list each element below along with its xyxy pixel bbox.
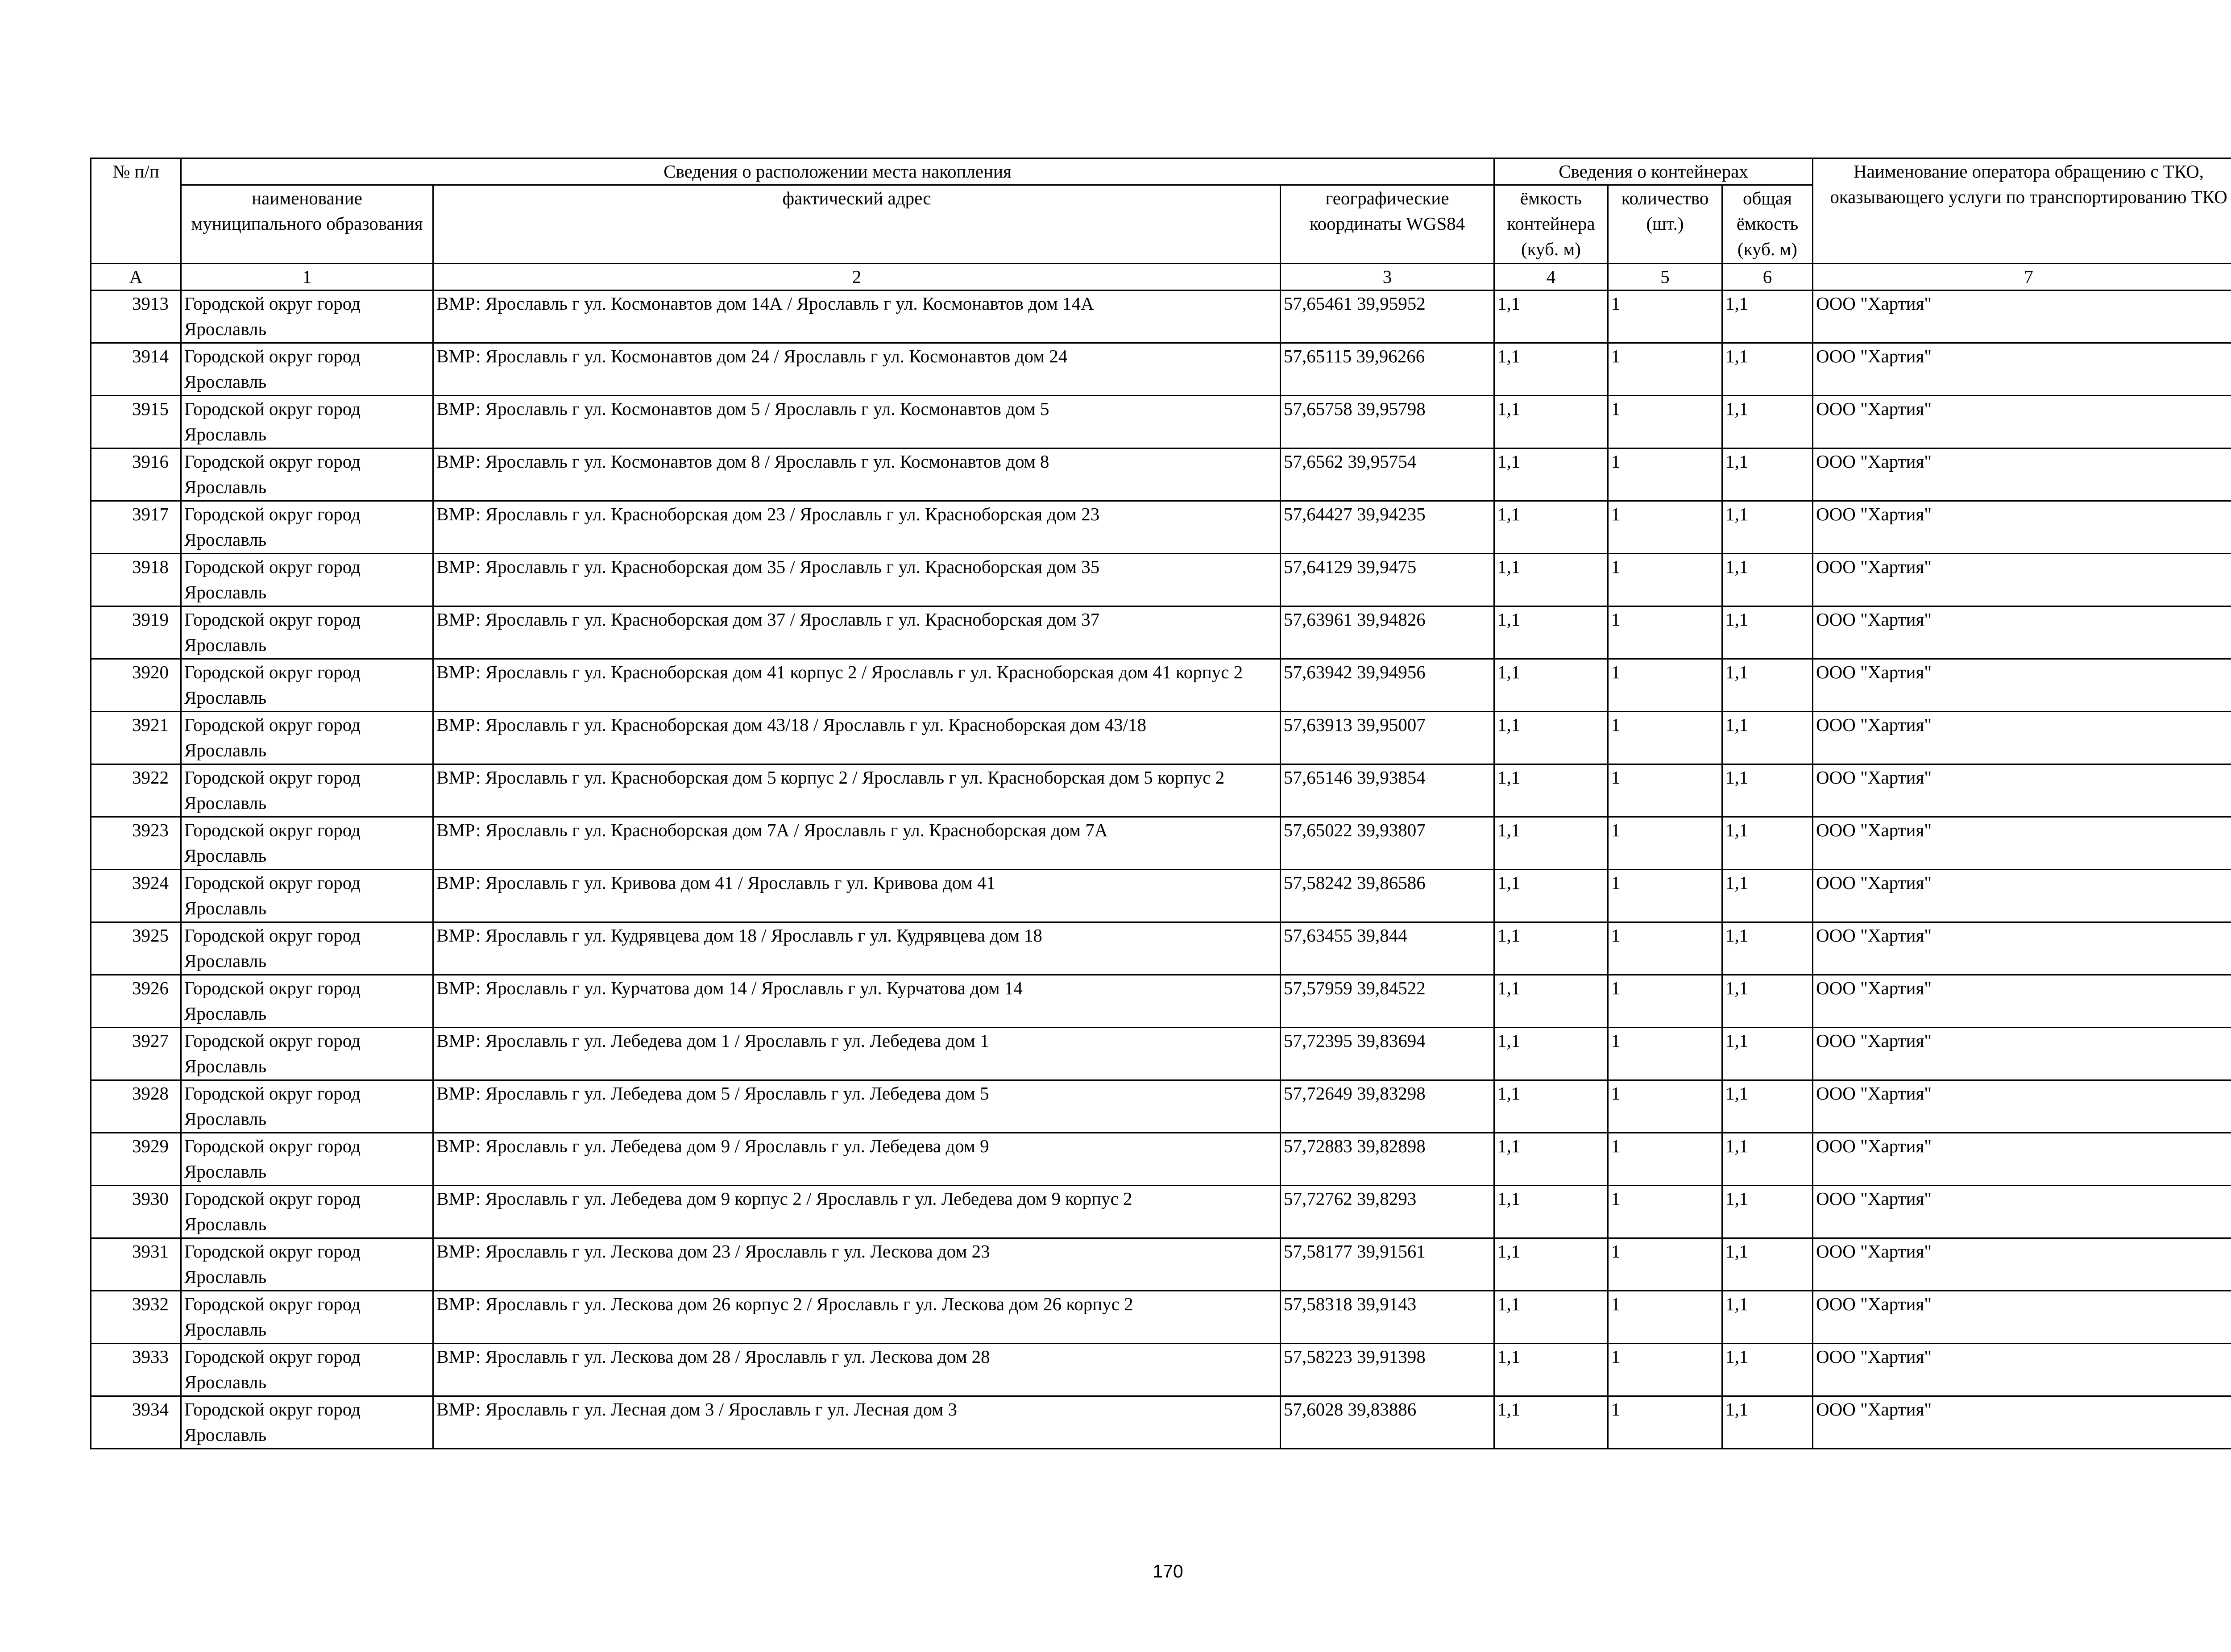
cell-coords: 57,65146 39,93854: [1281, 764, 1494, 817]
table-row: [91, 554, 2231, 606]
cell-quantity: 1: [1608, 1238, 1722, 1291]
cell-municipality: Городской округ город Ярославль: [181, 1080, 433, 1133]
cell-coords: 57,65758 39,95798: [1281, 396, 1494, 448]
cell-total: 1,1: [1722, 1396, 1813, 1449]
column-index-row: [91, 264, 2231, 291]
table-row: [91, 1028, 2231, 1080]
cell-coords: 57,58223 39,91398: [1281, 1344, 1494, 1396]
cell-total: 1,1: [1722, 501, 1813, 554]
page-number: 170: [1153, 1561, 1183, 1581]
header-capacity: ёмкость контейнера (куб. м): [1494, 185, 1608, 264]
cell-operator: ООО "Хартия": [1813, 343, 2231, 396]
cell-address: ВМР: Ярославль г ул. Кудрявцева дом 18 / Ярославль г ул. Кудрявцева дом 18: [433, 922, 1281, 975]
table-row: [91, 817, 2231, 870]
cell-address: ВМР: Ярославль г ул. Красноборская дом 37 / Ярославль г ул. Красноборская дом 37: [433, 606, 1281, 659]
table-row: [91, 448, 2231, 501]
cell-total: 1,1: [1722, 1238, 1813, 1291]
cell-capacity: 1,1: [1494, 396, 1608, 448]
cell-num: 3923: [91, 817, 181, 870]
cell-operator: ООО "Хартия": [1813, 659, 2231, 712]
cell-num: 3917: [91, 501, 181, 554]
cell-address: ВМР: Ярославль г ул. Красноборская дом 41 корпус 2 / Ярославль г ул. Красноборская дом 41 корпус 2: [433, 659, 1281, 712]
cell-municipality: Городской округ город Ярославль: [181, 343, 433, 396]
table-row: [91, 922, 2231, 975]
cell-municipality: Городской округ город Ярославль: [181, 448, 433, 501]
table-row: [91, 396, 2231, 448]
cell-quantity: 1: [1608, 1396, 1722, 1449]
table-row: [91, 659, 2231, 712]
cell-capacity: 1,1: [1494, 291, 1608, 343]
cell-total: 1,1: [1722, 817, 1813, 870]
cell-operator: ООО "Хартия": [1813, 1396, 2231, 1449]
cell-num: 3927: [91, 1028, 181, 1080]
cell-operator: ООО "Хартия": [1813, 712, 2231, 764]
cell-municipality: Городской округ город Ярославль: [181, 501, 433, 554]
cell-municipality: Городской округ город Ярославль: [181, 922, 433, 975]
table-row: [91, 1291, 2231, 1344]
cell-quantity: 1: [1608, 554, 1722, 606]
table-row: [91, 501, 2231, 554]
cell-quantity: 1: [1608, 1080, 1722, 1133]
cell-quantity: 1: [1608, 1028, 1722, 1080]
cell-capacity: 1,1: [1494, 870, 1608, 922]
cell-num: 3930: [91, 1186, 181, 1238]
cell-total: 1,1: [1722, 396, 1813, 448]
cell-num: 3921: [91, 712, 181, 764]
cell-address: ВМР: Ярославль г ул. Космонавтов дом 8 / Ярославль г ул. Космонавтов дом 8: [433, 448, 1281, 501]
cell-quantity: 1: [1608, 712, 1722, 764]
cell-quantity: 1: [1608, 343, 1722, 396]
cell-capacity: 1,1: [1494, 606, 1608, 659]
table-row: [91, 291, 2231, 343]
cell-operator: ООО "Хартия": [1813, 817, 2231, 870]
table-row: [91, 606, 2231, 659]
cell-coords: 57,64129 39,9475: [1281, 554, 1494, 606]
cell-quantity: 1: [1608, 817, 1722, 870]
column-index: 1: [181, 264, 433, 291]
cell-num: 3933: [91, 1344, 181, 1396]
cell-total: 1,1: [1722, 870, 1813, 922]
cell-address: ВМР: Ярославль г ул. Лесная дом 3 / Ярославль г ул. Лесная дом 3: [433, 1396, 1281, 1449]
cell-municipality: Городской округ город Ярославль: [181, 1291, 433, 1344]
table-row: [91, 870, 2231, 922]
header-total: общая ёмкость (куб. м): [1722, 185, 1813, 264]
cell-address: ВМР: Ярославль г ул. Красноборская дом 7А / Ярославль г ул. Красноборская дом 7А: [433, 817, 1281, 870]
table-row: [91, 1080, 2231, 1133]
cell-total: 1,1: [1722, 922, 1813, 975]
cell-coords: 57,63455 39,844: [1281, 922, 1494, 975]
cell-coords: 57,58242 39,86586: [1281, 870, 1494, 922]
header-operator: Наименование оператора обращению с ТКО, оказывающего услуги по транспортированию ТКО: [1813, 158, 2231, 264]
cell-total: 1,1: [1722, 1080, 1813, 1133]
cell-address: ВМР: Ярославль г ул. Лескова дом 26 корпус 2 / Ярославль г ул. Лескова дом 26 корпус 2: [433, 1291, 1281, 1344]
cell-num: 3922: [91, 764, 181, 817]
cell-num: 3924: [91, 870, 181, 922]
cell-operator: ООО "Хартия": [1813, 975, 2231, 1028]
table-body: [91, 291, 2231, 1449]
cell-capacity: 1,1: [1494, 922, 1608, 975]
cell-num: 3934: [91, 1396, 181, 1449]
cell-quantity: 1: [1608, 922, 1722, 975]
cell-municipality: Городской округ город Ярославль: [181, 1344, 433, 1396]
cell-capacity: 1,1: [1494, 1238, 1608, 1291]
cell-address: ВМР: Ярославль г ул. Космонавтов дом 24 / Ярославль г ул. Космонавтов дом 24: [433, 343, 1281, 396]
cell-municipality: Городской округ город Ярославль: [181, 764, 433, 817]
cell-quantity: 1: [1608, 291, 1722, 343]
cell-num: 3928: [91, 1080, 181, 1133]
cell-capacity: 1,1: [1494, 659, 1608, 712]
column-index: 5: [1608, 264, 1722, 291]
cell-address: ВМР: Ярославль г ул. Лебедева дом 5 / Ярославль г ул. Лебедева дом 5: [433, 1080, 1281, 1133]
cell-address: ВМР: Ярославль г ул. Кривова дом 41 / Ярославль г ул. Кривова дом 41: [433, 870, 1281, 922]
cell-num: 3915: [91, 396, 181, 448]
cell-municipality: Городской округ город Ярославль: [181, 1396, 433, 1449]
cell-total: 1,1: [1722, 343, 1813, 396]
cell-capacity: 1,1: [1494, 501, 1608, 554]
cell-quantity: 1: [1608, 606, 1722, 659]
table-header: [91, 158, 2231, 291]
cell-quantity: 1: [1608, 1186, 1722, 1238]
cell-municipality: Городской округ город Ярославль: [181, 1186, 433, 1238]
cell-quantity: 1: [1608, 975, 1722, 1028]
cell-coords: 57,65022 39,93807: [1281, 817, 1494, 870]
cell-total: 1,1: [1722, 764, 1813, 817]
cell-address: ВМР: Ярославль г ул. Красноборская дом 23 / Ярославль г ул. Красноборская дом 23: [433, 501, 1281, 554]
table-row: [91, 764, 2231, 817]
cell-total: 1,1: [1722, 554, 1813, 606]
cell-coords: 57,6028 39,83886: [1281, 1396, 1494, 1449]
table-row: [91, 343, 2231, 396]
cell-total: 1,1: [1722, 1028, 1813, 1080]
column-index: 6: [1722, 264, 1813, 291]
cell-municipality: Городской округ город Ярославль: [181, 712, 433, 764]
cell-coords: 57,57959 39,84522: [1281, 975, 1494, 1028]
cell-address: ВМР: Ярославль г ул. Лебедева дом 1 / Ярославль г ул. Лебедева дом 1: [433, 1028, 1281, 1080]
cell-num: 3913: [91, 291, 181, 343]
cell-address: ВМР: Ярославль г ул. Лебедева дом 9 / Ярославль г ул. Лебедева дом 9: [433, 1133, 1281, 1186]
cell-operator: ООО "Хартия": [1813, 1186, 2231, 1238]
cell-municipality: Городской округ город Ярославль: [181, 659, 433, 712]
cell-total: 1,1: [1722, 975, 1813, 1028]
cell-address: ВМР: Ярославль г ул. Курчатова дом 14 / Ярославль г ул. Курчатова дом 14: [433, 975, 1281, 1028]
cell-total: 1,1: [1722, 291, 1813, 343]
cell-quantity: 1: [1608, 1291, 1722, 1344]
cell-operator: ООО "Хартия": [1813, 291, 2231, 343]
cell-operator: ООО "Хартия": [1813, 1133, 2231, 1186]
cell-operator: ООО "Хартия": [1813, 396, 2231, 448]
cell-total: 1,1: [1722, 712, 1813, 764]
table-row: [91, 712, 2231, 764]
cell-total: 1,1: [1722, 1186, 1813, 1238]
cell-municipality: Городской округ город Ярославль: [181, 1133, 433, 1186]
cell-capacity: 1,1: [1494, 1291, 1608, 1344]
cell-coords: 57,72883 39,82898: [1281, 1133, 1494, 1186]
cell-quantity: 1: [1608, 396, 1722, 448]
cell-address: ВМР: Ярославль г ул. Красноборская дом 5 корпус 2 / Ярославль г ул. Красноборская дом 5 корпус 2: [433, 764, 1281, 817]
cell-num: 3932: [91, 1291, 181, 1344]
cell-num: 3916: [91, 448, 181, 501]
cell-coords: 57,72762 39,8293: [1281, 1186, 1494, 1238]
cell-total: 1,1: [1722, 659, 1813, 712]
cell-municipality: Городской округ город Ярославль: [181, 291, 433, 343]
cell-coords: 57,65115 39,96266: [1281, 343, 1494, 396]
cell-capacity: 1,1: [1494, 1028, 1608, 1080]
column-index: 7: [1813, 264, 2231, 291]
table-row: [91, 1396, 2231, 1449]
cell-capacity: 1,1: [1494, 343, 1608, 396]
cell-total: 1,1: [1722, 448, 1813, 501]
cell-capacity: 1,1: [1494, 554, 1608, 606]
cell-operator: ООО "Хартия": [1813, 606, 2231, 659]
cell-coords: 57,63913 39,95007: [1281, 712, 1494, 764]
header-group-location: Сведения о расположении места накопления: [181, 158, 1494, 185]
cell-capacity: 1,1: [1494, 764, 1608, 817]
header-municipality: наименование муниципального образования: [181, 185, 433, 264]
header-num: № п/п: [91, 158, 181, 264]
cell-quantity: 1: [1608, 870, 1722, 922]
cell-address: ВМР: Ярославль г ул. Космонавтов дом 14А / Ярославль г ул. Космонавтов дом 14А: [433, 291, 1281, 343]
cell-quantity: 1: [1608, 764, 1722, 817]
cell-coords: 57,58318 39,9143: [1281, 1291, 1494, 1344]
cell-total: 1,1: [1722, 1291, 1813, 1344]
cell-capacity: 1,1: [1494, 1396, 1608, 1449]
cell-total: 1,1: [1722, 1344, 1813, 1396]
column-index: 3: [1281, 264, 1494, 291]
table-row: [91, 1344, 2231, 1396]
table-row: [91, 1238, 2231, 1291]
cell-num: 3918: [91, 554, 181, 606]
cell-municipality: Городской округ город Ярославль: [181, 1028, 433, 1080]
cell-capacity: 1,1: [1494, 1133, 1608, 1186]
header-address: фактический адрес: [433, 185, 1281, 264]
cell-capacity: 1,1: [1494, 975, 1608, 1028]
cell-num: 3914: [91, 343, 181, 396]
cell-coords: 57,63942 39,94956: [1281, 659, 1494, 712]
cell-num: 3919: [91, 606, 181, 659]
header-coords: географические координаты WGS84: [1281, 185, 1494, 264]
table-row: [91, 1133, 2231, 1186]
cell-address: ВМР: Ярославль г ул. Лебедева дом 9 корпус 2 / Ярославль г ул. Лебедева дом 9 корпус 2: [433, 1186, 1281, 1238]
cell-address: ВМР: Ярославль г ул. Лескова дом 28 / Ярославль г ул. Лескова дом 28: [433, 1344, 1281, 1396]
cell-operator: ООО "Хартия": [1813, 554, 2231, 606]
cell-coords: 57,63961 39,94826: [1281, 606, 1494, 659]
cell-capacity: 1,1: [1494, 1344, 1608, 1396]
cell-municipality: Городской округ город Ярославль: [181, 1238, 433, 1291]
cell-municipality: Городской округ город Ярославль: [181, 554, 433, 606]
registry-table: [90, 158, 2231, 1449]
cell-operator: ООО "Хартия": [1813, 764, 2231, 817]
table-row: [91, 975, 2231, 1028]
cell-coords: 57,58177 39,91561: [1281, 1238, 1494, 1291]
cell-municipality: Городской округ город Ярославль: [181, 817, 433, 870]
cell-quantity: 1: [1608, 448, 1722, 501]
cell-operator: ООО "Хартия": [1813, 922, 2231, 975]
cell-quantity: 1: [1608, 501, 1722, 554]
cell-total: 1,1: [1722, 606, 1813, 659]
cell-coords: 57,6562 39,95754: [1281, 448, 1494, 501]
cell-operator: ООО "Хартия": [1813, 1238, 2231, 1291]
cell-address: ВМР: Ярославль г ул. Красноборская дом 43/18 / Ярославль г ул. Красноборская дом 43/18: [433, 712, 1281, 764]
header-group-containers: Сведения о контейнерах: [1494, 158, 1813, 185]
cell-coords: 57,72395 39,83694: [1281, 1028, 1494, 1080]
cell-operator: ООО "Хартия": [1813, 1344, 2231, 1396]
cell-quantity: 1: [1608, 659, 1722, 712]
column-index: 4: [1494, 264, 1608, 291]
cell-municipality: Городской округ город Ярославль: [181, 870, 433, 922]
cell-address: ВМР: Ярославль г ул. Красноборская дом 35 / Ярославль г ул. Красноборская дом 35: [433, 554, 1281, 606]
cell-num: 3926: [91, 975, 181, 1028]
cell-num: 3920: [91, 659, 181, 712]
cell-coords: 57,72649 39,83298: [1281, 1080, 1494, 1133]
cell-total: 1,1: [1722, 1133, 1813, 1186]
cell-capacity: 1,1: [1494, 448, 1608, 501]
cell-num: 3929: [91, 1133, 181, 1186]
cell-operator: ООО "Хартия": [1813, 1028, 2231, 1080]
cell-operator: ООО "Хартия": [1813, 870, 2231, 922]
cell-num: 3931: [91, 1238, 181, 1291]
cell-address: ВМР: Ярославль г ул. Космонавтов дом 5 / Ярославль г ул. Космонавтов дом 5: [433, 396, 1281, 448]
cell-operator: ООО "Хартия": [1813, 501, 2231, 554]
cell-capacity: 1,1: [1494, 712, 1608, 764]
cell-operator: ООО "Хартия": [1813, 1291, 2231, 1344]
cell-coords: 57,65461 39,95952: [1281, 291, 1494, 343]
cell-capacity: 1,1: [1494, 1186, 1608, 1238]
cell-quantity: 1: [1608, 1133, 1722, 1186]
cell-municipality: Городской округ город Ярославль: [181, 606, 433, 659]
cell-municipality: Городской округ город Ярославль: [181, 396, 433, 448]
cell-num: 3925: [91, 922, 181, 975]
cell-quantity: 1: [1608, 1344, 1722, 1396]
cell-address: ВМР: Ярославль г ул. Лескова дом 23 / Ярославль г ул. Лескова дом 23: [433, 1238, 1281, 1291]
cell-capacity: 1,1: [1494, 817, 1608, 870]
cell-operator: ООО "Хартия": [1813, 1080, 2231, 1133]
cell-capacity: 1,1: [1494, 1080, 1608, 1133]
cell-coords: 57,64427 39,94235: [1281, 501, 1494, 554]
cell-operator: ООО "Хартия": [1813, 448, 2231, 501]
header-quantity: количество (шт.): [1608, 185, 1722, 264]
cell-municipality: Городской округ город Ярославль: [181, 975, 433, 1028]
table-row: [91, 1186, 2231, 1238]
column-index: А: [91, 264, 181, 291]
column-index: 2: [433, 264, 1281, 291]
